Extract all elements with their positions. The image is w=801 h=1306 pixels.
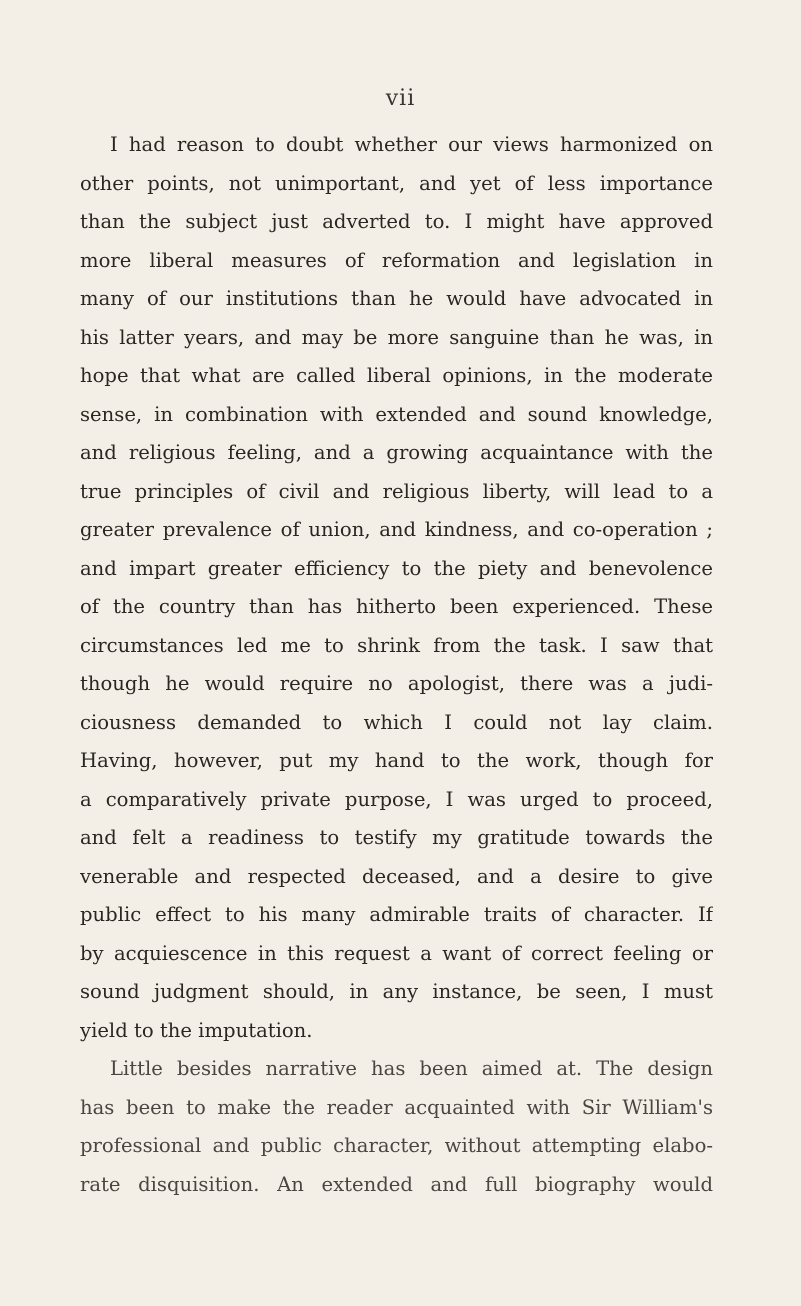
text-line: and religious feeling, and a growing acquaintance with the (80, 441, 713, 464)
paragraph-last-line: yield to the imputation. (80, 1018, 313, 1042)
text-line: public effect to his many admirable traits of character. If (80, 903, 713, 926)
text-line: has been to make the reader acquainted with Sir William's (80, 1095, 713, 1119)
text-line: circumstances led me to shrink from the task. I saw that (80, 633, 713, 657)
text-line: Having, however, put my hand to the work, though for (80, 749, 713, 772)
body-text (80, 126, 713, 1204)
text-line: professional and public character, without attempting elabo- (80, 1134, 713, 1157)
text-line: rate disquisition. An extended and full biography would (80, 1172, 713, 1196)
text-line: greater prevalence of union, and kindness, and co-operation ; (80, 518, 713, 541)
text-line: by acquiescence in this request a want of correct feeling or (80, 941, 713, 965)
page-number: vii (385, 86, 416, 111)
text-line: than the subject just adverted to. I might have approved (80, 210, 713, 233)
text-line: sound judgment should, in any instance, be seen, I must (80, 980, 713, 1003)
text-line: of the country than has hitherto been experienced. These (80, 595, 713, 618)
text-line: and impart greater efficiency to the piety and benevolence (80, 556, 713, 580)
text-line: many of our institutions than he would have advocated in (80, 287, 713, 310)
text-line: sense, in combination with extended and sound knowledge, (80, 402, 713, 426)
text-line: and felt a readiness to testify my gratitude towards the (80, 826, 713, 849)
text-line: though he would require no apologist, there was a judi- (80, 672, 713, 695)
text-line: other points, not unimportant, and yet of less importance (80, 171, 713, 195)
text-line: a comparatively private purpose, I was urged to proceed, (80, 787, 713, 811)
text-line: his latter years, and may be more sanguine than he was, in (80, 325, 713, 349)
text-line: true principles of civil and religious liberty, will lead to a (80, 479, 713, 503)
paragraph-first-line: Little besides narrative has been aimed at. The design (110, 1057, 713, 1080)
text-line: ciousness demanded to which I could not lay claim. (80, 710, 713, 734)
text-line: I had reason to doubt whether our views harmonized on (110, 133, 713, 156)
text-line: hope that what are called liberal opinions, in the moderate (80, 364, 713, 387)
text-line: more liberal measures of reformation and legislation in (80, 248, 713, 272)
text-line: venerable and respected deceased, and a desire to give (80, 864, 713, 888)
